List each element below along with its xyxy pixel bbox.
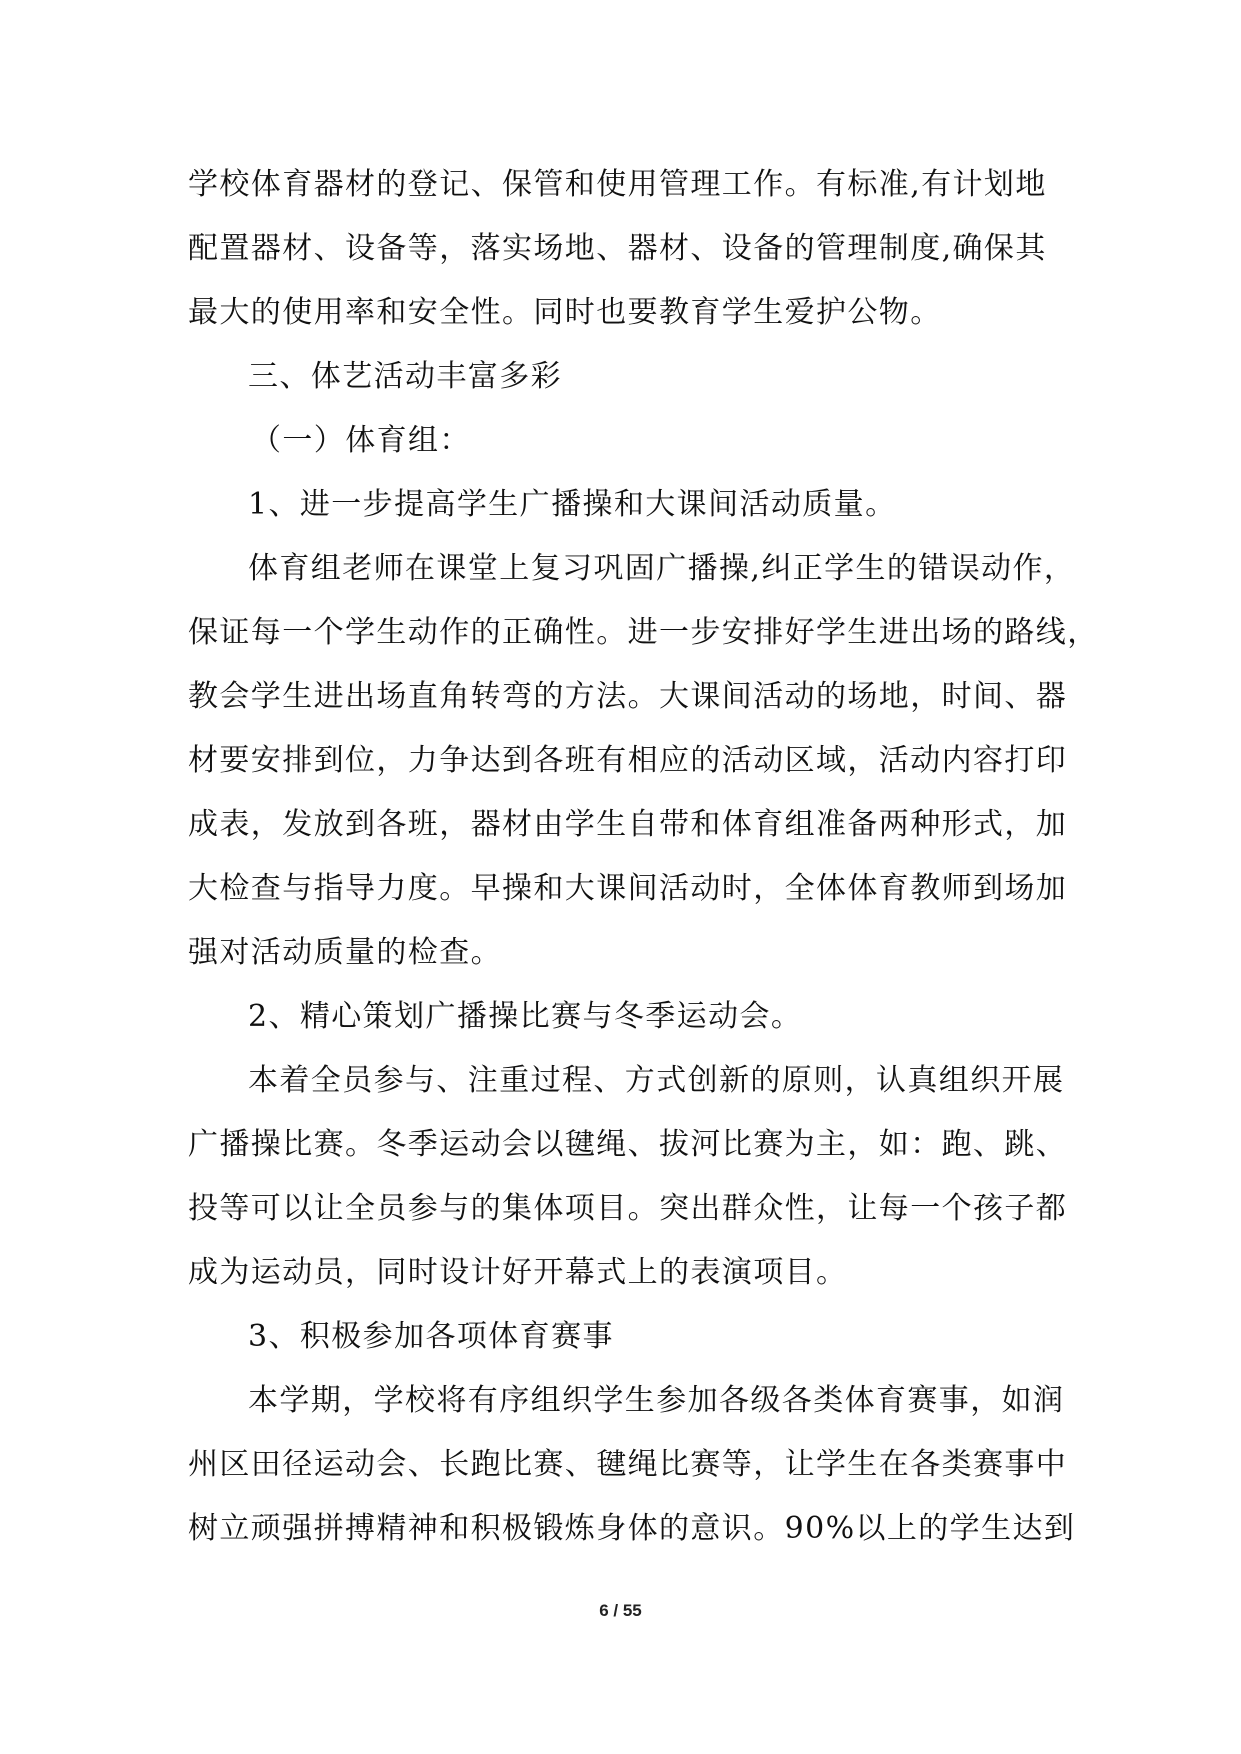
item-heading: 2、精心策划广播操比赛与冬季运动会。	[248, 999, 803, 1034]
subsection-heading: （一）体育组：	[251, 423, 471, 458]
text-line: 本学期，学校将有序组织学生参加各级各类体育赛事，如润	[248, 1383, 1065, 1418]
text-line: 树立顽强拼搏精神和积极锻炼身体的意识。90%以上的学生达到	[188, 1511, 1076, 1546]
text-line: 州区田径运动会、长跑比赛、毽绳比赛等，让学生在各类赛事中	[188, 1447, 1068, 1482]
text-line: 本着全员参与、注重过程、方式创新的原则，认真组织开展	[248, 1063, 1065, 1098]
text-line: 学校体育器材的登记、保管和使用管理工作。有标准,有计划地	[188, 167, 1047, 202]
item-heading: 3、积极参加各项体育赛事	[248, 1319, 614, 1354]
item-heading: 1、进一步提高学生广播操和大课间活动质量。	[248, 487, 897, 522]
text-line: 广播操比赛。冬季运动会以毽绳、拔河比赛为主，如：跑、跳、	[188, 1127, 1068, 1162]
text-line: 大检查与指导力度。早操和大课间活动时，全体体育教师到场加	[188, 871, 1068, 906]
text-line: 成表，发放到各班，器材由学生自带和体育组准备两种形式，加	[188, 807, 1068, 842]
section-heading: 三、体艺活动丰富多彩	[248, 359, 562, 394]
text-line: 配置器材、设备等，落实场地、器材、设备的管理制度,确保其	[188, 231, 1047, 266]
text-line: 体育组老师在课堂上复习巩固广播操,纠正学生的错误动作，	[248, 551, 1076, 586]
text-line: 最大的使用率和安全性。同时也要教育学生爱护公物。	[188, 295, 942, 330]
text-line: 教会学生进出场直角转弯的方法。大课间活动的场地，时间、器	[188, 679, 1068, 714]
text-line: 材要安排到位，力争达到各班有相应的活动区域，活动内容打印	[188, 743, 1068, 778]
text-line: 保证每一个学生动作的正确性。进一步安排好学生进出场的路线，	[188, 615, 1099, 650]
text-line: 投等可以让全员参与的集体项目。突出群众性，让每一个孩子都	[188, 1191, 1068, 1226]
text-line: 成为运动员，同时设计好开幕式上的表演项目。	[188, 1255, 848, 1290]
text-line: 强对活动质量的检查。	[188, 935, 502, 970]
page-number: 6 / 55	[599, 1601, 642, 1620]
